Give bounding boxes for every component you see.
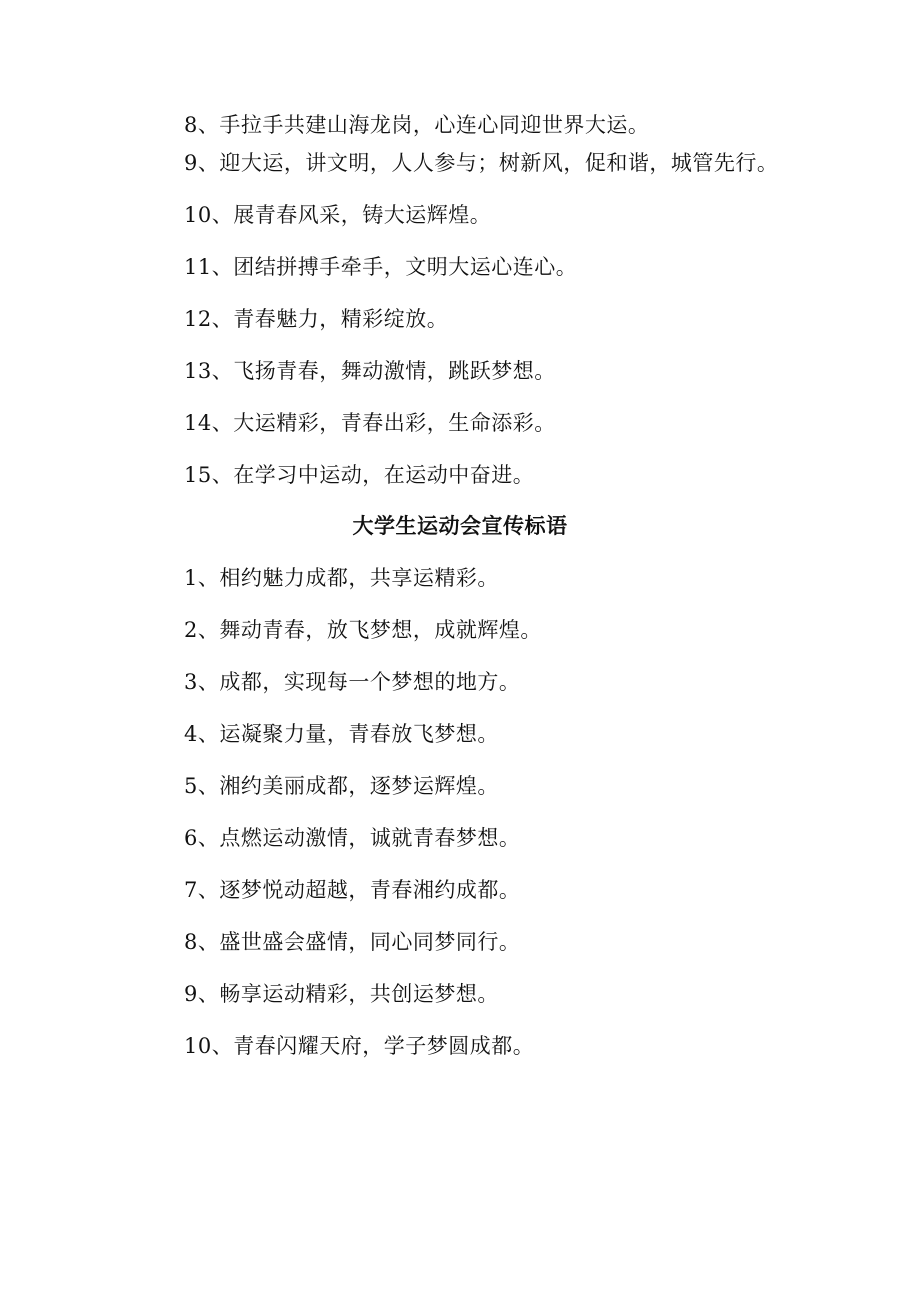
slogan-item: 6、点燃运动激情，诚就青春梦想。	[184, 826, 521, 850]
slogan-item: 14、大运精彩，青春出彩，生命添彩。	[184, 411, 556, 435]
section-heading: 大学生运动会宣传标语	[352, 514, 568, 538]
slogan-item: 3、成都，实现每一个梦想的地方。	[184, 670, 521, 694]
slogan-item: 4、运凝聚力量，青春放飞梦想。	[184, 722, 499, 746]
slogan-item: 10、青春闪耀天府，学子梦圆成都。	[184, 1034, 535, 1058]
slogan-item: 2、舞动青春，放飞梦想，成就辉煌。	[184, 618, 542, 642]
slogan-item: 7、逐梦悦动超越，青春湘约成都。	[184, 878, 521, 902]
slogan-item: 9、迎大运，讲文明，人人参与；树新风，促和谐，城管先行。	[184, 151, 779, 175]
slogan-item: 12、青春魅力，精彩绽放。	[184, 307, 449, 331]
slogan-item: 11、团结拼搏手牵手，文明大运心连心。	[184, 255, 578, 279]
slogan-item: 1、相约魅力成都，共享运精彩。	[184, 566, 499, 590]
slogan-item: 10、展青春风采，铸大运辉煌。	[184, 203, 492, 227]
document-content	[140, 112, 780, 1059]
slogan-item: 8、盛世盛会盛情，同心同梦同行。	[184, 930, 521, 954]
slogan-item: 8、手拉手共建山海龙岗，心连心同迎世界大运。	[184, 113, 650, 137]
slogan-item: 5、湘约美丽成都，逐梦运辉煌。	[184, 774, 499, 798]
slogan-item: 9、畅享运动精彩，共创运梦想。	[184, 982, 499, 1006]
slogan-item: 15、在学习中运动，在运动中奋进。	[184, 463, 535, 487]
slogan-item: 13、飞扬青春，舞动激情，跳跃梦想。	[184, 359, 556, 383]
